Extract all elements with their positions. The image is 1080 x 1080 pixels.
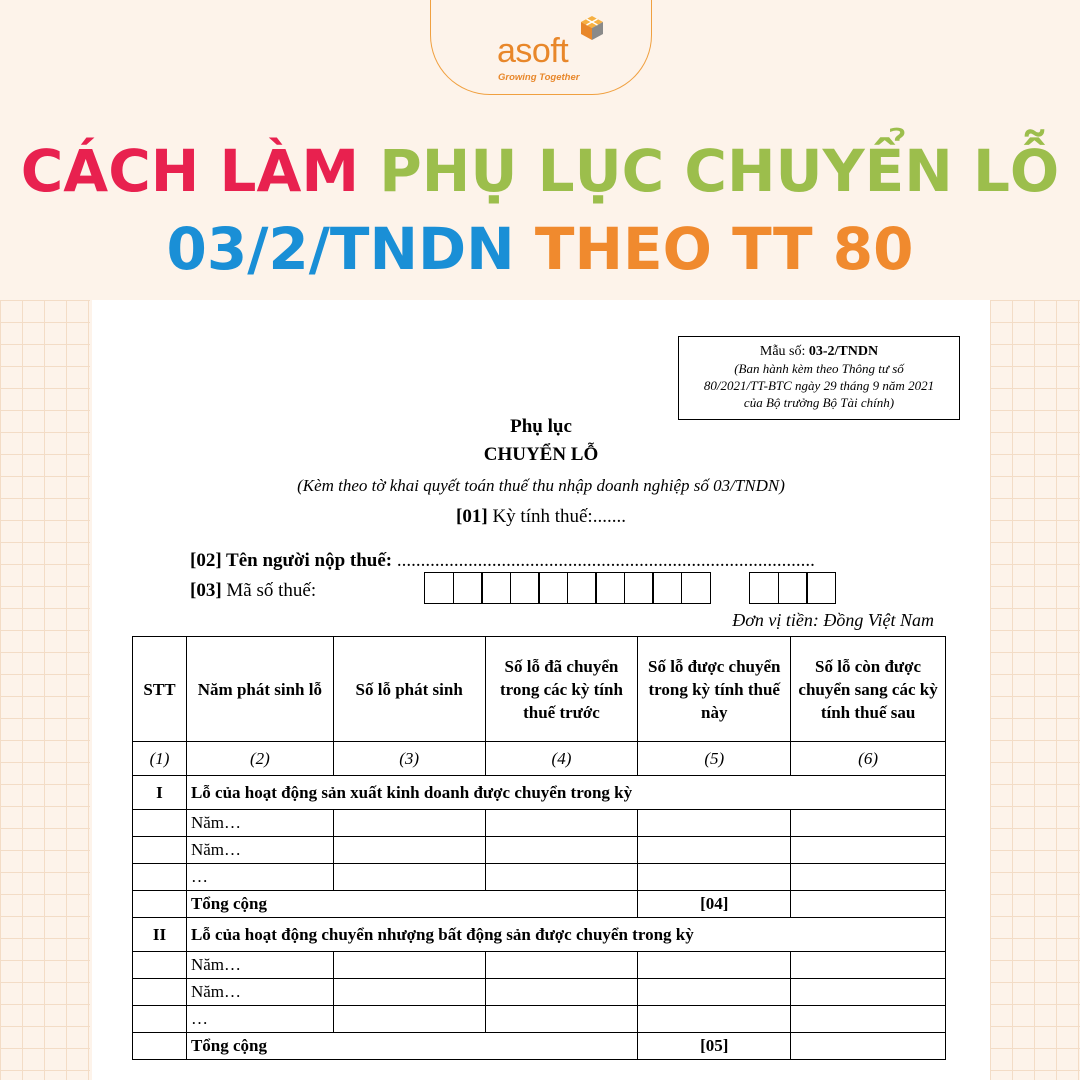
form-number-box <box>678 336 960 420</box>
form-note-line: 80/2021/TT-BTC ngày 29 tháng 9 năm 2021 <box>703 378 935 393</box>
appendix-subject: CHUYỂN LỖ <box>483 444 599 465</box>
tax-code-box <box>595 572 625 604</box>
year-cell: Năm… <box>186 952 333 979</box>
total-row <box>133 1033 946 1060</box>
headline-line-1 <box>0 137 1080 205</box>
headline-part: 03/2/TNDN <box>166 215 515 283</box>
tax-code-box <box>652 572 682 604</box>
year-cell: Năm… <box>186 837 333 864</box>
total-code: [04] <box>638 891 791 918</box>
tax-code-box <box>624 572 654 604</box>
total-label: Tổng cộng <box>186 891 637 918</box>
document-paper <box>92 300 990 1080</box>
tax-code-box <box>481 572 511 604</box>
column-number-row <box>133 742 946 776</box>
year-cell: … <box>186 1006 333 1033</box>
logo-cube-icon <box>578 14 606 42</box>
tax-code-box <box>538 572 568 604</box>
headline-line-2 <box>0 215 1080 283</box>
column-number: (4) <box>485 742 638 776</box>
total-label: Tổng cộng <box>186 1033 637 1060</box>
column-number: (1) <box>133 742 187 776</box>
column-header: STT <box>133 637 187 742</box>
headline-part: PHỤ LỤC CHUYỂN LỖ <box>379 137 1060 205</box>
appendix-subtitle: (Kèm theo tờ khai quyết toán thuế thu nhập doanh nghiệp số 03/TNDN) <box>297 476 785 495</box>
tax-code-box <box>778 572 808 604</box>
field-code: [03] <box>190 580 222 601</box>
total-code: [05] <box>638 1033 791 1060</box>
field-label: Mã số thuế: <box>226 580 317 601</box>
section-title: Lỗ của hoạt động chuyển nhượng bất động sản được chuyển trong kỳ <box>186 918 945 952</box>
column-header: Số lỗ đã chuyển trong các kỳ tính thuế trước <box>485 637 638 742</box>
appendix-title: Phụ lục <box>510 416 572 437</box>
section-row <box>133 918 946 952</box>
section-number: I <box>133 776 187 810</box>
tax-code-suffix-boxes <box>749 572 835 604</box>
total-row <box>133 891 946 918</box>
form-note-line: (Ban hành kèm theo Thông tư số <box>734 361 904 376</box>
table-row <box>133 952 946 979</box>
form-number <box>679 343 959 360</box>
field-label: [02] Tên người nộp thuế: <box>190 550 393 571</box>
tax-code-boxes <box>424 572 709 604</box>
column-number: (6) <box>791 742 946 776</box>
tax-code-box <box>681 572 711 604</box>
tax-code-field <box>190 580 316 602</box>
section-number: II <box>133 918 187 952</box>
column-header: Năm phát sinh lỗ <box>186 637 333 742</box>
tax-code-box <box>567 572 597 604</box>
headline-part: CÁCH LÀM <box>20 137 360 205</box>
logo-tagline: Growing Together <box>498 72 580 83</box>
field-blank: ........................................................................................ <box>396 550 815 571</box>
logo: asoft <box>497 32 569 70</box>
table-row <box>133 837 946 864</box>
table-row <box>133 1006 946 1033</box>
year-cell: Năm… <box>186 810 333 837</box>
form-number-code: 03-2/TNDN <box>808 344 879 359</box>
taxpayer-name-field <box>190 550 815 572</box>
field-label: Kỳ tính thuế:....... <box>492 506 626 527</box>
section-row <box>133 776 946 810</box>
column-number: (5) <box>638 742 791 776</box>
form-note-line: của Bộ trưởng Bộ Tài chính) <box>743 395 895 410</box>
column-number: (3) <box>333 742 485 776</box>
column-number: (2) <box>186 742 333 776</box>
headline-part: THEO TT 80 <box>534 215 914 283</box>
column-header: Số lỗ còn được chuyển sang các kỳ tính thuế sau <box>791 637 946 742</box>
tax-code-box <box>749 572 779 604</box>
table-row <box>133 979 946 1006</box>
section-title: Lỗ của hoạt động sản xuất kinh doanh được chuyển trong kỳ <box>186 776 945 810</box>
tax-code-box <box>806 572 836 604</box>
tax-code-box <box>453 572 483 604</box>
field-code: [01] <box>456 506 488 527</box>
column-header: Số lỗ được chuyển trong kỳ tính thuế này <box>638 637 791 742</box>
tax-code-box <box>424 572 454 604</box>
grid-background-left <box>0 300 90 1080</box>
table-row <box>133 864 946 891</box>
form-number-label: Mẫu số: <box>759 344 806 359</box>
column-header: Số lỗ phát sinh <box>333 637 485 742</box>
tax-code-box <box>510 572 540 604</box>
year-cell: … <box>186 864 333 891</box>
tax-period-field <box>92 506 990 528</box>
currency-unit: Đơn vị tiền: Đồng Việt Nam <box>732 610 934 630</box>
grid-background-right <box>990 300 1080 1080</box>
loss-carryforward-table <box>132 636 946 1060</box>
table-row <box>133 810 946 837</box>
year-cell: Năm… <box>186 979 333 1006</box>
